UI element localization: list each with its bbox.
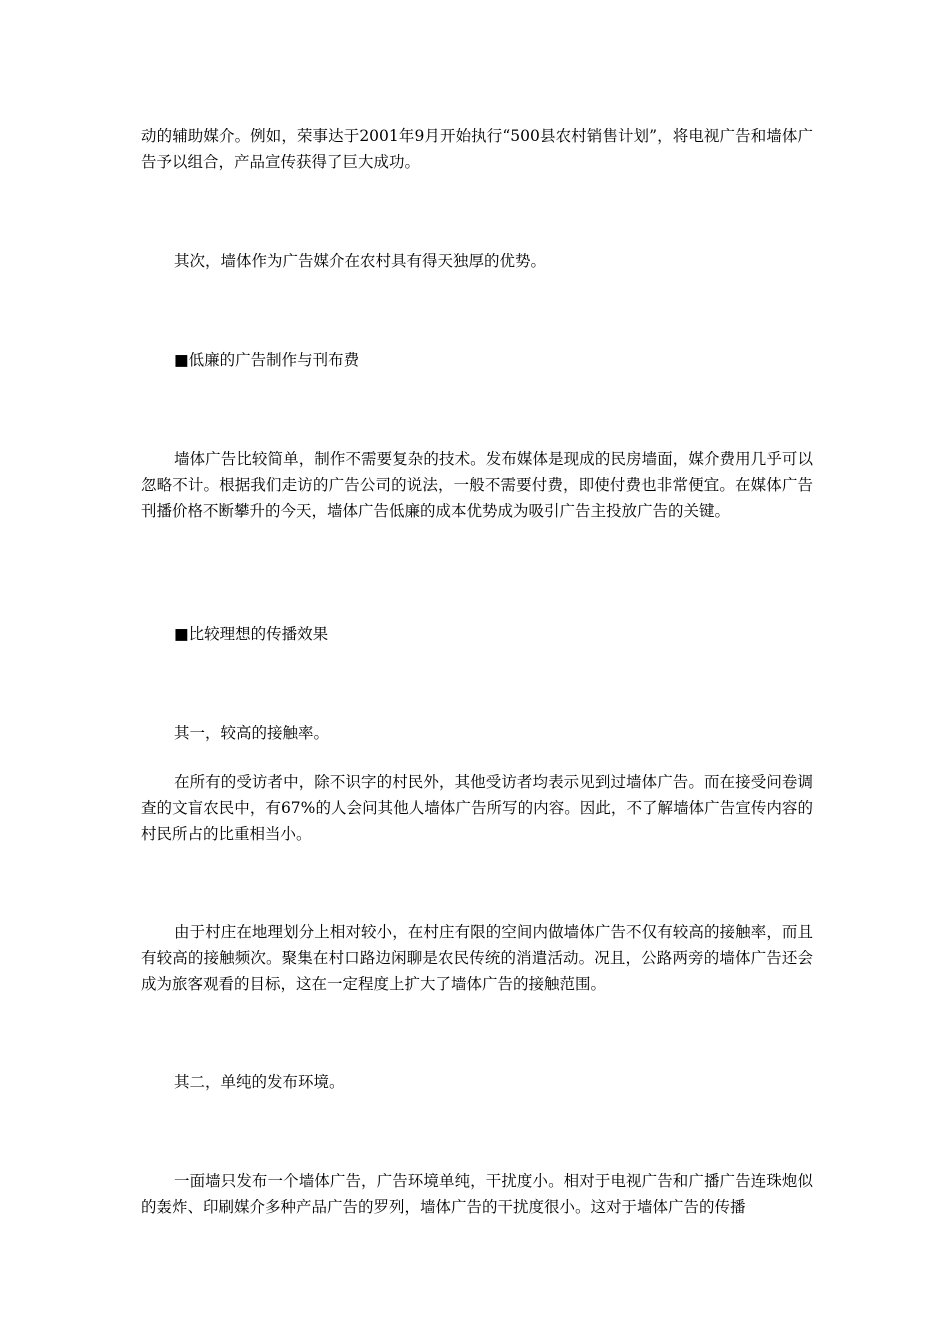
paragraph-contact-rate-heading: 其一，较高的接触率。 xyxy=(174,724,330,742)
paragraph-second-point: 其次，墙体作为广告媒介在农村具有得天独厚的优势。 xyxy=(174,252,547,270)
paragraph-environment: 一面墙只发布一个墙体广告，广告环境单纯，干扰度小。相对于电视广告和广播广告连珠炮似的轰炸、印刷媒介多种产品广告的罗列，墙体广告的干扰度很小。这对于墙体广告的传播 xyxy=(141,1172,813,1216)
paragraph-low-cost: 墙体广告比较简单，制作不需要复杂的技术。发布媒体是现成的民房墙面，媒介费用几乎可以忽略不计。根据我们走访的广告公司的说法，一般不需要付费，即使付费也非常便宜。在媒体广告刊播价格不断攀升的今天，墙体广告低廉的成本优势成为吸引广告主投放广告的关键。 xyxy=(141,450,813,520)
section-heading-effect: ■比较理想的传播效果 xyxy=(174,625,329,643)
paragraph-environment-heading: 其二，单纯的发布环境。 xyxy=(174,1073,345,1091)
paragraph-continuation: 动的辅助媒介。例如，荣事达于2001年9月开始执行“500县农村销售计划”，将电视广告和墙体广告予以组合，产品宣传获得了巨大成功。 xyxy=(141,127,813,171)
section-heading-low-cost: ■低廉的广告制作与刊布费 xyxy=(174,351,360,369)
paragraph-village: 由于村庄在地理划分上相对较小，在村庄有限的空间内做墙体广告不仅有较高的接触率，而且有较高的接触频次。聚集在村口路边闲聊是农民传统的消遣活动。况且，公路两旁的墙体广告还会成为旅客观看的目标，这在一定程度上扩大了墙体广告的接触范围。 xyxy=(141,923,813,993)
paragraph-survey: 在所有的受访者中，除不识字的村民外，其他受访者均表示见到过墙体广告。而在接受问卷调查的文盲农民中，有67%的人会问其他人墙体广告所写的内容。因此，不了解墙体广告宣传内容的村民所占的比重相当小。 xyxy=(141,773,813,843)
